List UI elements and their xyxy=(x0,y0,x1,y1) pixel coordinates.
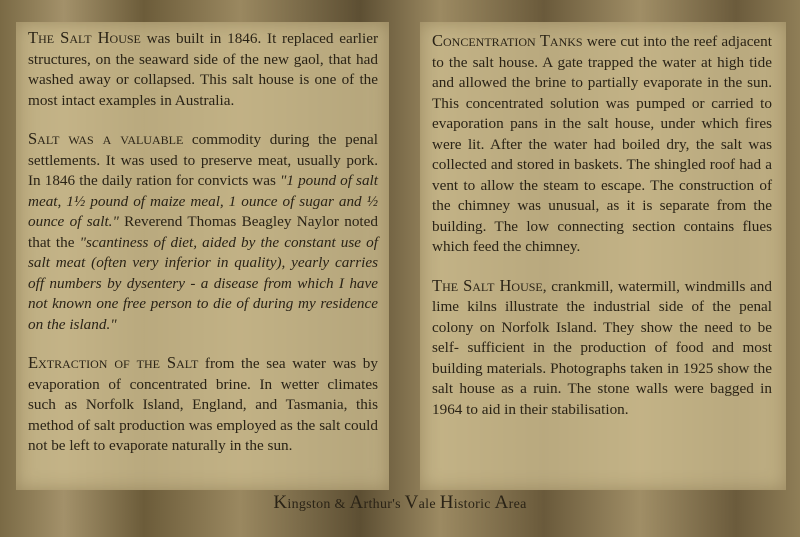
paragraph-industrial xyxy=(432,276,772,421)
lead-salt-house-2: The Salt House xyxy=(432,275,543,295)
body-text: , crankmill, watermill, windmills and lime kilns illustrate the industrial side of the penal colony on Norfolk Island. They show the need to be self- sufficient in the production of food and most building materials. Photographs taken in 1925 show the salt house as a ruin. The stone walls were bagged in 1964 to aid in their stabilisation. xyxy=(432,277,772,418)
left-column xyxy=(28,28,378,475)
footer-text: istoric xyxy=(453,497,495,512)
body-text: was built in 1846. It replaced earlier structures, on the seaward side of the new gaol, that had washed away or collapsed. This salt house is one of the most intact examples in Australia. xyxy=(28,30,378,109)
lead-concentration-tanks: Concentration Tanks xyxy=(432,31,583,50)
footer-initial: A xyxy=(494,492,509,513)
footer-text: rthur's xyxy=(363,497,405,512)
lead-extraction: Extraction of the Salt xyxy=(28,353,199,372)
ration-quote: "1 pound of salt meat, 1½ pound of maize meal, 1 ounce of sugar and ½ ounce of salt." xyxy=(28,172,378,230)
footer-initial: H xyxy=(439,492,454,513)
paragraph-salt-house xyxy=(28,28,378,111)
right-column xyxy=(432,31,772,438)
body-text: commodity during the penal settlements. It was used to preserve meat, usually pork. In 1846 the daily ration for convicts was xyxy=(28,131,379,189)
body-text: from the sea water was by evaporation of concentrated brine. In wetter climates such as Norfolk Island, England, and Tasmania, this method of salt production was employed as the salt could not be left to evaporate naturally in the sun. xyxy=(28,355,378,454)
footer-text: ale xyxy=(418,497,440,512)
footer-text: ingston & xyxy=(287,497,350,512)
lead-salt-valuable: Salt was a valuable xyxy=(28,129,184,148)
naylor-quote: "scantiness of diet, aided by the constant use of salt meat (often very inferior in quality), yearly carries off numbers by dysentery - a disease from which I have not known one free person to die of during my residence on the island." xyxy=(28,233,378,333)
historic-area-footer xyxy=(0,492,800,514)
footer-initial: A xyxy=(349,492,364,513)
body-text: Reverend Thomas Beagley Naylor noted that the xyxy=(28,213,378,251)
lead-salt-house: The Salt House xyxy=(28,28,141,47)
footer-text: rea xyxy=(508,497,527,512)
footer-initial: K xyxy=(273,492,288,513)
paragraph-concentration-tanks xyxy=(432,31,772,258)
paragraph-salt-valuable xyxy=(28,129,378,335)
body-text: were cut into the reef adjacent to the salt house. A gate trapped the water at high tide and allowed the brine to partially evaporate in the sun. This concentrated solution was pumped or carried to evaporation pans in the salt house, under which fires were lit. After the water had boiled dry, the salt was collected and stored in baskets. The shingled roof had a vent to allow the steam to escape. The construction of the chimney was unusual, as it is separate from the building. The low connecting section contains flues which feed the chimney. xyxy=(432,33,772,255)
footer-initial: V xyxy=(404,492,419,513)
paragraph-extraction xyxy=(28,353,378,457)
